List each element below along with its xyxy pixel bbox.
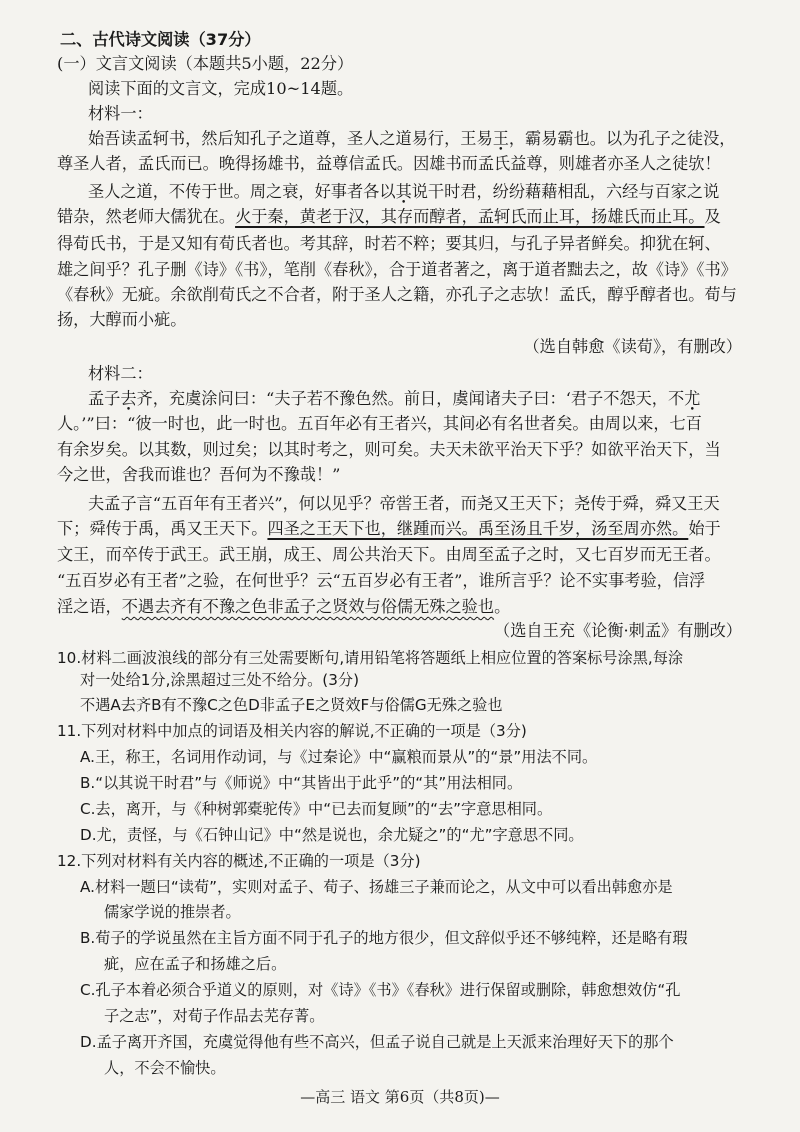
material1-p1-line2: 尊圣人者，孟氏而已。晚得扬雄书，益尊信孟氏。因雄书而孟氏益尊，则雄者亦圣人之徒欤！ — [57, 154, 721, 173]
q12-option-b-line1: B.荀子的学说虽然在主旨方面不同于孔子的地方很少，但文辞似乎还不够纯粹，还是略有瑕 — [80, 929, 688, 947]
material1-source: （选自韩愈《读荀》，有删改） — [523, 337, 742, 356]
q12-option-d-line2: 人，不会不愉快。 — [104, 1059, 226, 1077]
material1-p2-line2: 错杂，然老师大儒犹在。火于秦，黄老于汉，其存而醇者，孟轲氏而止耳，扬雄氏而止耳。及 — [57, 207, 721, 226]
material1-p2-line3: 得荀氏书，于是又知有荀氏者也。考其辞，时若不粹；要其归，与孔子异者鲜矣。抑犹在轲、 — [57, 234, 721, 253]
q12-option-a-line2: 儒家学说的推崇者。 — [104, 903, 241, 921]
q12-option-c-line1: C.孔子本着必须合乎道义的原则，对《诗》《书》《春秋》进行保留或删除，韩愈想效仿“孔 — [80, 981, 681, 999]
q10-stem-line1: 10.材料二画波浪线的部分有三处需要断句,请用铅笔将答题纸上相应位置的答案标号涂黑,每涂 — [57, 649, 684, 667]
material2-p2-line1: 夫孟子言“五百年有王者兴”，何以见乎？帝喾王者，而尧又王天下；尧传于舜，舜又王天 — [88, 494, 720, 513]
q12-option-b-line2: 疵，应在孟子和扬雄之后。 — [104, 955, 287, 973]
material1-p2-line6: 扬，大醇而小疵。 — [57, 310, 187, 329]
material2-label: 材料二： — [88, 364, 153, 383]
material2-p1-line1: 孟子去齐，充虞涂问曰：“夫子若不豫色然。前日，虞闻诸夫子曰：‘君子不怨天，不尤 — [88, 389, 701, 408]
dotted-word-qu: 去 — [120, 389, 137, 408]
material2-p2-line3: 文王，而卒传于武王。武王崩，成王、周公共治天下。由周至孟子之时，又七百岁而无王者。 — [57, 545, 721, 564]
q11-option-b: B.“以其说干时君”与《师说》中“其皆出于此乎”的“其”用法相同。 — [80, 774, 523, 792]
material2-p2-line2: 下；舜传于禹，禹又王天下。四圣之王天下也，继踵而兴。禹至汤且千岁，汤至周亦然。始于 — [57, 519, 721, 538]
q12-stem: 12.下列对材料有关内容的概述,不正确的一项是（3分) — [57, 852, 421, 870]
q10-stem-line2: 对一处给1分,涂黑超过三处不给分。(3分) — [80, 671, 360, 689]
q12-option-d-line1: D.孟子离开齐国，充虞觉得他有些不高兴，但孟子说自己就是上天派来治理好天下的那个 — [80, 1033, 674, 1051]
underlined-sentence-m2: 四圣之王天下也，继踵而兴。禹至汤且千岁，汤至周亦然。 — [267, 519, 689, 538]
section-title: 二、古代诗文阅读（37分） — [60, 30, 261, 49]
material1-p2-line4: 雄之间乎？孔子删《诗》《书》，笔削《春秋》，合于道者著之，离于道者黜去之，故《诗》《书》 — [57, 260, 737, 279]
q11-stem: 11.下列对材料中加点的词语及相关内容的解说,不正确的一项是（3分) — [57, 722, 527, 740]
q11-option-a: A.王，称王，名词用作动词，与《过秦论》中“赢粮而景从”的“景”用法不同。 — [80, 748, 598, 766]
material2-source: （选自王充《论衡·刺孟》有删改） — [494, 621, 742, 640]
dotted-word-you: 尤 — [684, 389, 701, 408]
q11-option-d: D.尤，责怪，与《石钟山记》中“然是说也，余尤疑之”的“尤”字意思不同。 — [80, 826, 584, 844]
q12-option-c-line2: 子之志”，对荀子作品去芜存菁。 — [104, 1007, 325, 1025]
material2-p1-line2: 人。’”曰：“彼一时也，此一时也。五百年必有王者兴，其间必有名世者矣。由周以来，七百 — [57, 414, 702, 433]
material1-p2-line1: 圣人之道，不传于世。周之衰，好事者各以其说干时君，纷纷藉藉相乱，六经与百家之说 — [88, 182, 720, 201]
material1-p1-line1: 始吾读孟轲书，然后知孔子之道尊，圣人之道易行，王易王，霸易霸也。以为孔子之徒没， — [88, 129, 736, 148]
material2-p1-line4: 今之世，舍我而谁也？吾何为不豫哉！” — [57, 465, 341, 484]
dotted-word-wang: 王 — [492, 129, 509, 148]
material1-p2-line5: 《春秋》无疵。余欲削荀氏之不合者，附于圣人之籍，亦孔子之志欤！孟氏，醇乎醇者也。荀与 — [57, 285, 737, 304]
page-footer: —高三 语文 第6页（共8页)— — [300, 1088, 500, 1106]
section-instruction: 阅读下面的文言文，完成10~14题。 — [88, 79, 354, 98]
material1-label: 材料一： — [88, 104, 153, 123]
q12-option-a-line1: A.材料一题曰“读荀”，实则对孟子、荀子、扬雄三子兼而论之，从文中可以看出韩愈亦是 — [80, 878, 673, 896]
q11-option-c: C.去，离开，与《种树郭橐驼传》中“已去而复顾”的“去”字意思相同。 — [80, 800, 553, 818]
material2-p2-line4: “五百岁必有王者”之验，在何世乎？云“五百岁必有王者”，谁所言乎？论不实事考验，信浮 — [57, 571, 706, 590]
dotted-word-qi: 其 — [395, 182, 412, 201]
material2-p1-line3: 有余岁矣。以其数，则过矣；以其时考之，则可矣。夫天未欲平治天下乎？如欲平治天下，当 — [57, 440, 721, 459]
section-subtitle: (一）文言文阅读（本题共5小题，22分） — [57, 54, 354, 73]
material2-p2-line5: 淫之语，不遇去齐有不豫之色非孟子之贤效与俗儒无殊之验也。 — [57, 597, 511, 616]
wavy-underlined-sentence: 不遇去齐有不豫之色非孟子之贤效与俗儒无殊之验也 — [121, 597, 495, 616]
underlined-sentence-m1: 火于秦，黄老于汉，其存而醇者，孟轲氏而止耳，扬雄氏而止耳。 — [235, 207, 705, 226]
q10-sentence: 不遇A去齐B有不豫C之色D非孟子E之贤效F与俗儒G无殊之验也 — [80, 696, 503, 714]
